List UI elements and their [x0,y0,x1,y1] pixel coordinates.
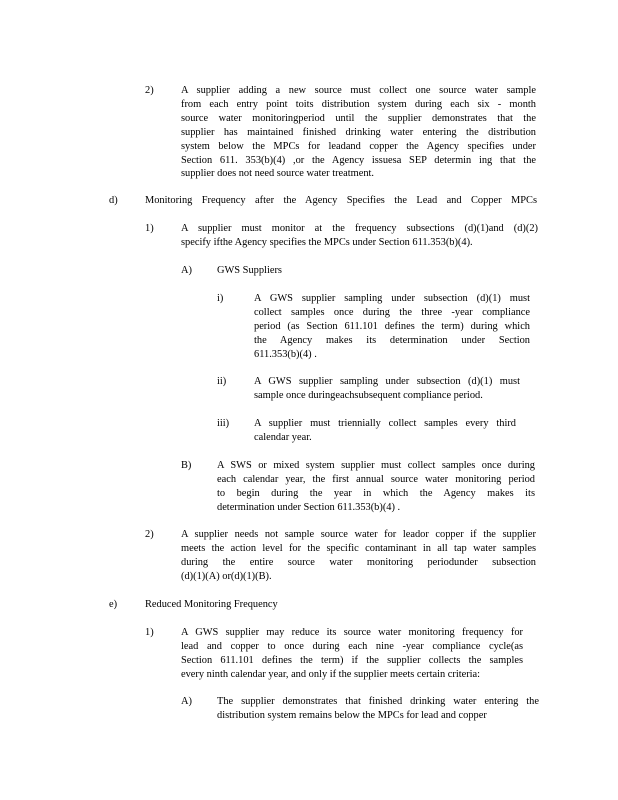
text-line: period (as Section 611.101 defines the term) during which [254,320,530,332]
text-line: calendar year. [254,431,312,443]
paragraph [254,375,520,403]
text-line: Section 611.101 defines the term) if the supplier collects the samples [181,654,523,666]
text-line: Reduced Monitoring Frequency [145,599,278,610]
text-line: source water monitoringperiod until the supplier demonstrates that the [181,112,536,124]
text-line: specify ifthe Agency specifies the MPCs under Section 611.353(b)(4). [181,236,473,248]
item-label: 2) [145,529,154,540]
paragraph [181,626,523,682]
text-line: A GWS supplier sampling under subsection (d)(1) must [254,293,530,304]
text-line: the Agency makes its determination under Section [254,334,530,346]
paragraph [145,598,290,612]
text-line: (d)(1)(A) or(d)(1)(B). [181,570,272,582]
text-line: A supplier must monitor at the frequency subsections (d)(1)and (d)(2) [181,223,538,234]
paragraph [181,528,536,584]
text-line: GWS Suppliers [217,265,282,276]
text-line: lead and copper to once during each nine -year compliance cycle(as [181,640,523,652]
item-label: ii) [217,376,227,387]
text-line: A supplier adding a new source must collect one source water sample [181,85,536,96]
text-line: A supplier must triennially collect samples every third [254,418,516,429]
item-label: 1) [145,223,154,234]
paragraph [254,292,530,362]
text-line: from each entry point toits distribution system during each six - month [181,98,536,110]
text-line: to begin during the year in which the Agency makes its [217,487,535,499]
text-line: A GWS supplier may reduce its source water monitoring frequency for [181,627,523,638]
paragraph [181,222,538,250]
text-line: supplier has maintained finished drinking water entering the distribution [181,126,536,138]
text-line: 611.353(b)(4) . [254,348,317,360]
text-line: supplier does not need source water treatment. [181,168,375,180]
item-label: 1) [145,627,154,638]
text-line: during the entire source water monitoring periodunder subsection [181,556,536,568]
item-label: i) [217,293,224,304]
text-line: sample once duringeachsubsequent compliance period. [254,389,483,401]
paragraph [181,84,536,181]
item-label: A) [181,265,192,276]
text-line: meets the action level for the specific contaminant in all tap water samples [181,542,536,554]
text-line: system below the MPCs for leadand copper the Agency specifies under [181,140,536,152]
text-line: every ninth calendar year, and only if the supplier meets certain criteria: [181,668,481,680]
text-line: distribution system remains below the MPCs for lead and copper [217,709,487,721]
text-line: A GWS supplier sampling under subsection (d)(1) must [254,376,520,387]
text-line: A SWS or mixed system supplier must collect samples once during [217,460,535,471]
text-line: determination under Section 611.353(b)(4) . [217,501,401,513]
text-line: Monitoring Frequency after the Agency Specifies the Lead and Copper MPCs [145,195,537,206]
text-line: The supplier demonstrates that finished drinking water entering the [217,696,539,707]
paragraph [217,459,535,515]
item-label: e) [109,599,118,610]
item-label: B) [181,460,192,471]
paragraph [217,264,287,278]
text-line: A supplier needs not sample source water for leador copper if the supplier [181,529,536,540]
text-line: collect samples once during the three -year compliance [254,306,530,318]
item-label: A) [181,696,192,707]
item-label: 2) [145,85,154,96]
paragraph [254,417,516,445]
text-line: Section 611. 353(b)(4) ,or the Agency issuesa SEP determin ing that the [181,154,536,166]
text-line: each calendar year, the first annual source water monitoring period [217,473,535,485]
item-label: d) [109,195,118,206]
paragraph [217,695,539,723]
item-label: iii) [217,418,230,429]
paragraph [145,194,537,208]
